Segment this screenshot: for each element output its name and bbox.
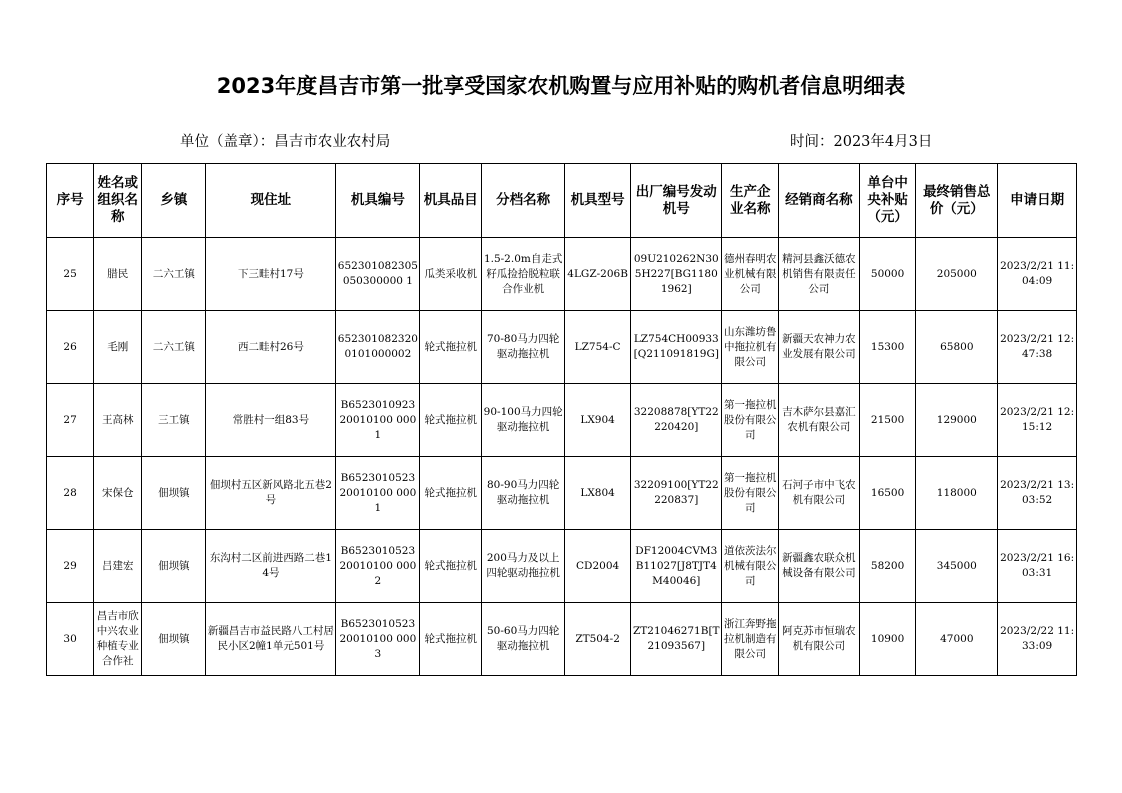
cell-town: 三工镇: [142, 384, 206, 457]
cell-apply-date: 2023/2/21 16:03:31: [998, 530, 1077, 603]
cell-seq: 25: [47, 238, 94, 311]
header-town: 乡镇: [142, 164, 206, 238]
date-label: 时间：2023年4月3日: [790, 134, 933, 150]
cell-address: 佃坝村五区新风路北五巷2号: [206, 457, 336, 530]
cell-total-price: 47000: [916, 603, 998, 676]
header-machine-category: 机具品目: [420, 164, 482, 238]
cell-serial-engine: 32208878[YT22220420]: [631, 384, 722, 457]
cell-dealer: 新疆天农神力农业发展有限公司: [779, 311, 860, 384]
cell-town: 佃坝镇: [142, 457, 206, 530]
cell-total-price: 345000: [916, 530, 998, 603]
cell-name: 宋保仓: [94, 457, 142, 530]
cell-serial-engine: DF12004CVM3B11027[J8TJT4M40046]: [631, 530, 722, 603]
cell-model: CD2004: [565, 530, 631, 603]
cell-machine-no: 652301082305050300000 1: [336, 238, 420, 311]
cell-model: LZ754-C: [565, 311, 631, 384]
cell-machine-no: 6523010823200101000002: [336, 311, 420, 384]
cell-dealer: 新疆鑫农联众机械设备有限公司: [779, 530, 860, 603]
cell-total-price: 118000: [916, 457, 998, 530]
cell-address: 下三畦村17号: [206, 238, 336, 311]
cell-address: 新疆昌吉市益民路八工村居民小区2幢1单元501号: [206, 603, 336, 676]
cell-town: 二六工镇: [142, 238, 206, 311]
cell-total-price: 65800: [916, 311, 998, 384]
cell-apply-date: 2023/2/21 13:03:52: [998, 457, 1077, 530]
cell-dealer: 吉木萨尔县嘉汇农机有限公司: [779, 384, 860, 457]
cell-model: LX904: [565, 384, 631, 457]
cell-machine-category: 瓜类采收机: [420, 238, 482, 311]
cell-grade: 1.5-2.0m自走式籽瓜捡拾脱粒联合作业机: [482, 238, 565, 311]
cell-seq: 27: [47, 384, 94, 457]
header-machine-no: 机具编号: [336, 164, 420, 238]
cell-machine-no: B652301092320010100 0001: [336, 384, 420, 457]
header-row: [47, 164, 1077, 238]
cell-machine-category: 轮式拖拉机: [420, 603, 482, 676]
cell-manufacturer: 浙江奔野拖拉机制造有限公司: [722, 603, 779, 676]
cell-machine-category: 轮式拖拉机: [420, 457, 482, 530]
cell-address: 常胜村一组83号: [206, 384, 336, 457]
header-manufacturer: 生产企业名称: [722, 164, 779, 238]
cell-subsidy: 10900: [859, 603, 916, 676]
cell-dealer: 石河子市中飞农机有限公司: [779, 457, 860, 530]
cell-subsidy: 15300: [859, 311, 916, 384]
cell-subsidy: 50000: [859, 238, 916, 311]
unit-label: 单位（盖章）：昌吉市农业农村局: [180, 134, 391, 150]
header-address: 现住址: [206, 164, 336, 238]
subsidy-table: [46, 163, 1077, 676]
cell-model: ZT504-2: [565, 603, 631, 676]
cell-town: 佃坝镇: [142, 530, 206, 603]
cell-grade: 50-60马力四轮驱动拖拉机: [482, 603, 565, 676]
table-row: [47, 603, 1077, 676]
cell-machine-no: B652301052320010100 0001: [336, 457, 420, 530]
cell-manufacturer: 第一拖拉机股份有限公司: [722, 384, 779, 457]
cell-serial-engine: 32209100[YT22220837]: [631, 457, 722, 530]
header-subsidy: 单台中央补贴（元）: [859, 164, 916, 238]
table-row: [47, 530, 1077, 603]
table-row: [47, 238, 1077, 311]
cell-total-price: 129000: [916, 384, 998, 457]
cell-machine-category: 轮式拖拉机: [420, 384, 482, 457]
cell-name: 腊民: [94, 238, 142, 311]
table-row: [47, 384, 1077, 457]
header-dealer: 经销商名称: [779, 164, 860, 238]
cell-seq: 28: [47, 457, 94, 530]
cell-serial-engine: LZ754CH00933[Q211091819G]: [631, 311, 722, 384]
cell-subsidy: 21500: [859, 384, 916, 457]
cell-machine-no: B652301052320010100 0002: [336, 530, 420, 603]
cell-serial-engine: ZT21046271B[T21093567]: [631, 603, 722, 676]
cell-apply-date: 2023/2/21 12:15:12: [998, 384, 1077, 457]
cell-grade: 80-90马力四轮驱动拖拉机: [482, 457, 565, 530]
header-apply-date: 申请日期: [998, 164, 1077, 238]
header-serial-engine: 出厂编号发动机号: [631, 164, 722, 238]
header-name: 姓名或组织名称: [94, 164, 142, 238]
cell-town: 二六工镇: [142, 311, 206, 384]
table-row: [47, 311, 1077, 384]
cell-model: 4LGZ-206B: [565, 238, 631, 311]
cell-dealer: 精河县鑫沃德农机销售有限责任公司: [779, 238, 860, 311]
cell-total-price: 205000: [916, 238, 998, 311]
header-total-price: 最终销售总价（元）: [916, 164, 998, 238]
cell-apply-date: 2023/2/22 11:33:09: [998, 603, 1077, 676]
header-seq: 序号: [47, 164, 94, 238]
cell-apply-date: 2023/2/21 11:04:09: [998, 238, 1077, 311]
cell-town: 佃坝镇: [142, 603, 206, 676]
cell-serial-engine: 09U210262N305H227[BG11801962]: [631, 238, 722, 311]
cell-name: 昌吉市欣中兴农业种植专业合作社: [94, 603, 142, 676]
cell-subsidy: 58200: [859, 530, 916, 603]
cell-apply-date: 2023/2/21 12:47:38: [998, 311, 1077, 384]
table-row: [47, 457, 1077, 530]
header-model: 机具型号: [565, 164, 631, 238]
cell-seq: 30: [47, 603, 94, 676]
cell-machine-category: 轮式拖拉机: [420, 311, 482, 384]
cell-manufacturer: 道依茨法尔机械有限公司: [722, 530, 779, 603]
cell-seq: 26: [47, 311, 94, 384]
cell-model: LX804: [565, 457, 631, 530]
cell-grade: 200马力及以上四轮驱动拖拉机: [482, 530, 565, 603]
header-grade: 分档名称: [482, 164, 565, 238]
cell-machine-category: 轮式拖拉机: [420, 530, 482, 603]
cell-seq: 29: [47, 530, 94, 603]
cell-machine-no: B652301052320010100 0003: [336, 603, 420, 676]
cell-manufacturer: 山东潍坊鲁中拖拉机有限公司: [722, 311, 779, 384]
cell-name: 毛刚: [94, 311, 142, 384]
cell-subsidy: 16500: [859, 457, 916, 530]
cell-address: 东沟村二区前进西路二巷14号: [206, 530, 336, 603]
cell-name: 王高林: [94, 384, 142, 457]
cell-manufacturer: 德州春明农业机械有限公司: [722, 238, 779, 311]
document-title: 2023年度昌吉市第一批享受国家农机购置与应用补贴的购机者信息明细表: [216, 74, 906, 98]
cell-address: 西二畦村26号: [206, 311, 336, 384]
cell-manufacturer: 第一拖拉机股份有限公司: [722, 457, 779, 530]
cell-name: 吕建宏: [94, 530, 142, 603]
cell-dealer: 阿克苏市恒瑞农机有限公司: [779, 603, 860, 676]
cell-grade: 70-80马力四轮驱动拖拉机: [482, 311, 565, 384]
cell-grade: 90-100马力四轮驱动拖拉机: [482, 384, 565, 457]
